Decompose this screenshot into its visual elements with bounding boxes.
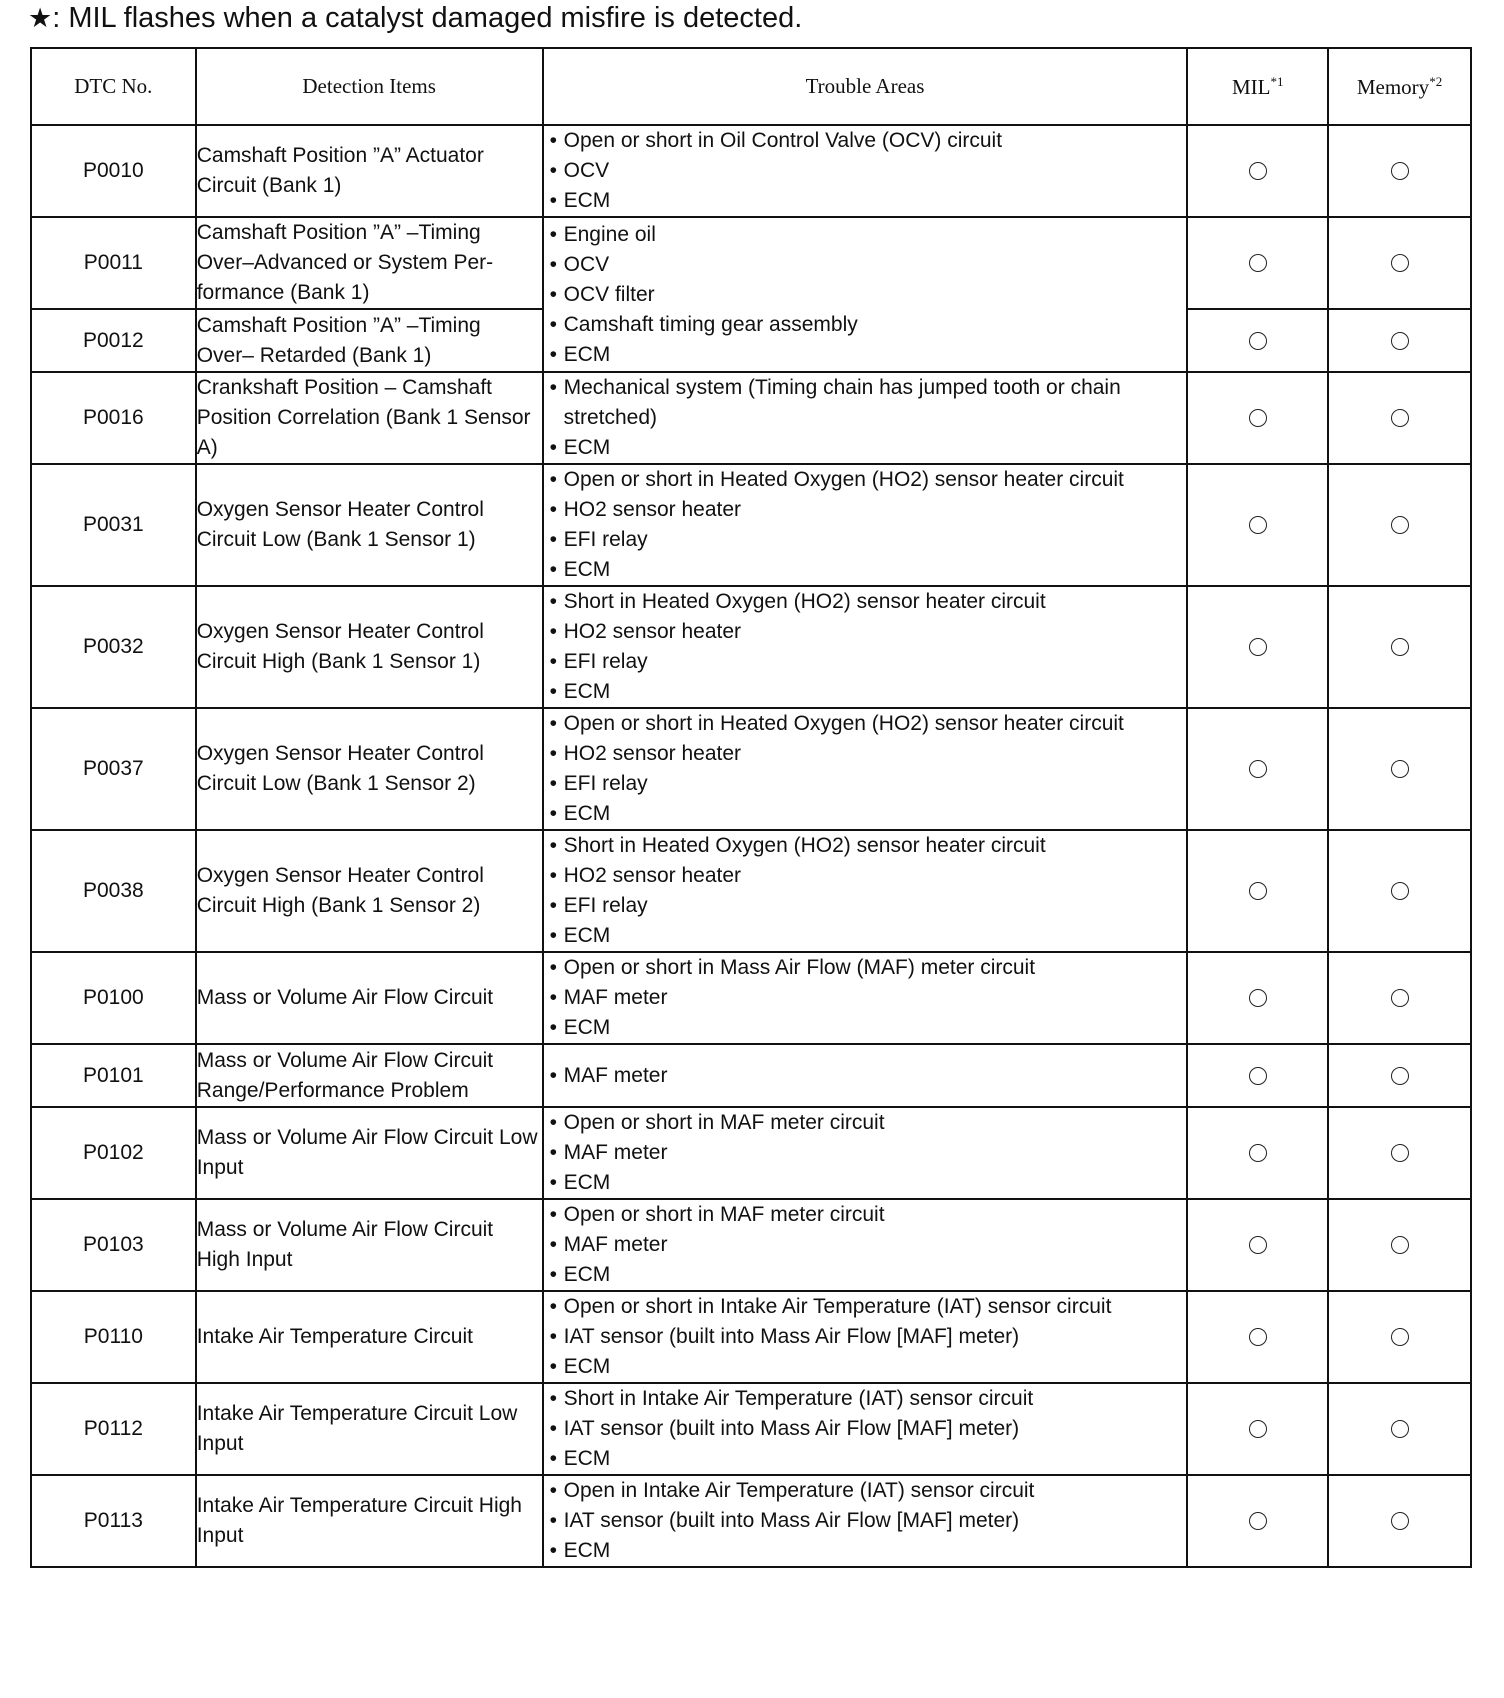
header-mil-footnote: *1 — [1270, 73, 1284, 89]
mil-circle-icon — [1249, 1328, 1267, 1346]
memory-circle-icon — [1391, 1067, 1409, 1085]
header-memory-label: Memory — [1356, 74, 1430, 99]
mil-circle-icon — [1249, 882, 1267, 900]
memory-circle-icon — [1391, 516, 1409, 534]
detection-item: Oxygen Sensor Heater Control Circuit Low (Bank 1 Sensor 1) — [196, 464, 543, 586]
trouble-areas — [543, 125, 1188, 217]
mil-circle-icon — [1249, 162, 1267, 180]
trouble-area-item: • MAF meter — [544, 1138, 1187, 1168]
trouble-area-item: • MAF meter — [544, 1061, 1187, 1091]
table-row — [31, 1107, 1471, 1199]
mil-circle-icon — [1249, 1420, 1267, 1438]
detection-item: Camshaft Position ”A” –Timing Over–Advanced or System Per- formance (Bank 1) — [196, 217, 543, 309]
trouble-area-item: • ECM — [544, 1260, 1187, 1290]
trouble-areas — [543, 952, 1188, 1044]
trouble-area-list — [544, 220, 1187, 370]
header-mil — [1187, 48, 1328, 125]
misfire-note-text: : MIL flashes when a catalyst damaged misfire is detected. — [52, 2, 803, 34]
mil-circle-icon — [1249, 760, 1267, 778]
table-row — [31, 125, 1471, 217]
detection-item: Oxygen Sensor Heater Control Circuit High (Bank 1 Sensor 2) — [196, 830, 543, 952]
detection-item: Intake Air Temperature Circuit — [196, 1291, 543, 1383]
star-icon: ★ — [28, 3, 53, 34]
memory-circle-icon — [1391, 638, 1409, 656]
memory-cell — [1328, 1044, 1471, 1107]
trouble-area-item: • ECM — [544, 555, 1187, 585]
detection-item: Camshaft Position ”A” Actuator Circuit (Bank 1) — [196, 125, 543, 217]
trouble-area-item: • ECM — [544, 921, 1187, 951]
dtc-table-body — [31, 125, 1471, 1567]
dtc-code: P0112 — [31, 1383, 196, 1475]
memory-circle-icon — [1391, 989, 1409, 1007]
memory-cell — [1328, 1107, 1471, 1199]
trouble-area-item: • ECM — [544, 799, 1187, 829]
header-dtc-no: DTC No. — [31, 48, 196, 125]
trouble-area-item: • HO2 sensor heater — [544, 617, 1187, 647]
trouble-area-item: • ECM — [544, 340, 1187, 370]
header-detection-items: Detection Items — [196, 48, 543, 125]
dtc-table — [30, 47, 1472, 1568]
memory-cell — [1328, 708, 1471, 830]
memory-circle-icon — [1391, 254, 1409, 272]
trouble-area-list — [544, 709, 1187, 829]
memory-cell — [1328, 217, 1471, 309]
mil-cell — [1187, 1291, 1328, 1383]
trouble-area-item: • ECM — [544, 1168, 1187, 1198]
trouble-areas — [543, 217, 1188, 372]
table-row — [31, 952, 1471, 1044]
misfire-note — [28, 0, 802, 36]
trouble-area-item: • EFI relay — [544, 891, 1187, 921]
mil-circle-icon — [1249, 1067, 1267, 1085]
table-row — [31, 586, 1471, 708]
memory-circle-icon — [1391, 882, 1409, 900]
mil-cell — [1187, 1044, 1328, 1107]
trouble-areas — [543, 1044, 1188, 1107]
table-row — [31, 708, 1471, 830]
mil-cell — [1187, 309, 1328, 372]
trouble-area-list — [544, 465, 1187, 585]
trouble-area-item: • OCV — [544, 250, 1187, 280]
memory-cell — [1328, 952, 1471, 1044]
trouble-area-list — [544, 1384, 1187, 1474]
trouble-area-item: • IAT sensor (built into Mass Air Flow [MAF] meter) — [544, 1414, 1187, 1444]
trouble-area-item: • MAF meter — [544, 1230, 1187, 1260]
trouble-area-item: • OCV — [544, 156, 1187, 186]
memory-cell — [1328, 372, 1471, 464]
detection-item: Crankshaft Position – Camshaft Position Correlation (Bank 1 Sensor A) — [196, 372, 543, 464]
trouble-areas — [543, 586, 1188, 708]
memory-cell — [1328, 309, 1471, 372]
memory-cell — [1328, 586, 1471, 708]
dtc-code: P0102 — [31, 1107, 196, 1199]
trouble-area-list — [544, 1200, 1187, 1290]
header-memory-footnote: *2 — [1429, 73, 1443, 89]
trouble-area-list — [544, 373, 1187, 463]
memory-cell — [1328, 830, 1471, 952]
table-row — [31, 464, 1471, 586]
trouble-areas — [543, 1475, 1188, 1567]
dtc-code: P0037 — [31, 708, 196, 830]
trouble-area-item: • Open in Intake Air Temperature (IAT) sensor circuit — [544, 1476, 1187, 1506]
trouble-area-item: • Short in Heated Oxygen (HO2) sensor heater circuit — [544, 587, 1187, 617]
mil-cell — [1187, 217, 1328, 309]
trouble-area-item: • Open or short in MAF meter circuit — [544, 1200, 1187, 1230]
trouble-area-item: • ECM — [544, 1536, 1187, 1566]
dtc-code: P0011 — [31, 217, 196, 309]
memory-circle-icon — [1391, 1512, 1409, 1530]
detection-item: Oxygen Sensor Heater Control Circuit High (Bank 1 Sensor 1) — [196, 586, 543, 708]
dtc-code: P0101 — [31, 1044, 196, 1107]
mil-circle-icon — [1249, 1144, 1267, 1162]
table-row — [31, 372, 1471, 464]
trouble-areas — [543, 830, 1188, 952]
mil-cell — [1187, 708, 1328, 830]
detection-item: Intake Air Temperature Circuit High Input — [196, 1475, 543, 1567]
mil-circle-icon — [1249, 409, 1267, 427]
dtc-code: P0031 — [31, 464, 196, 586]
mil-cell — [1187, 372, 1328, 464]
dtc-code: P0012 — [31, 309, 196, 372]
mil-circle-icon — [1249, 516, 1267, 534]
detection-item: Mass or Volume Air Flow Circuit High Input — [196, 1199, 543, 1291]
table-row — [31, 1383, 1471, 1475]
mil-circle-icon — [1249, 1236, 1267, 1254]
trouble-area-item: • ECM — [544, 186, 1187, 216]
memory-circle-icon — [1391, 1144, 1409, 1162]
memory-circle-icon — [1391, 409, 1409, 427]
mil-cell — [1187, 1107, 1328, 1199]
mil-cell — [1187, 464, 1328, 586]
detection-item: Mass or Volume Air Flow Circuit Range/Performance Problem — [196, 1044, 543, 1107]
header-memory — [1328, 48, 1471, 125]
mil-cell — [1187, 1383, 1328, 1475]
trouble-areas — [543, 464, 1188, 586]
trouble-areas — [543, 1291, 1188, 1383]
trouble-areas — [543, 372, 1188, 464]
trouble-areas — [543, 708, 1188, 830]
trouble-area-item: • EFI relay — [544, 647, 1187, 677]
trouble-area-item: • Short in Heated Oxygen (HO2) sensor heater circuit — [544, 831, 1187, 861]
trouble-area-item: • ECM — [544, 677, 1187, 707]
trouble-area-list — [544, 1061, 1187, 1091]
memory-circle-icon — [1391, 1420, 1409, 1438]
memory-cell — [1328, 464, 1471, 586]
trouble-area-item: • Mechanical system (Timing chain has jumped tooth or chain stretched) — [544, 373, 1187, 433]
mil-circle-icon — [1249, 1512, 1267, 1530]
memory-circle-icon — [1391, 332, 1409, 350]
memory-cell — [1328, 1199, 1471, 1291]
memory-circle-icon — [1391, 1328, 1409, 1346]
trouble-area-list — [544, 587, 1187, 707]
dtc-code: P0032 — [31, 586, 196, 708]
trouble-area-item: • Open or short in Intake Air Temperature (IAT) sensor circuit — [544, 1292, 1187, 1322]
mil-cell — [1187, 952, 1328, 1044]
trouble-area-item: • EFI relay — [544, 525, 1187, 555]
trouble-area-item: • ECM — [544, 1013, 1187, 1043]
dtc-code: P0113 — [31, 1475, 196, 1567]
mil-cell — [1187, 1199, 1328, 1291]
memory-circle-icon — [1391, 162, 1409, 180]
table-row — [31, 1044, 1471, 1107]
detection-item: Mass or Volume Air Flow Circuit — [196, 952, 543, 1044]
mil-cell — [1187, 1475, 1328, 1567]
trouble-area-list — [544, 1108, 1187, 1198]
dtc-code: P0038 — [31, 830, 196, 952]
trouble-area-item: • IAT sensor (built into Mass Air Flow [MAF] meter) — [544, 1322, 1187, 1352]
trouble-area-item: • Open or short in Heated Oxygen (HO2) sensor heater circuit — [544, 465, 1187, 495]
mil-cell — [1187, 125, 1328, 217]
dtc-code: P0100 — [31, 952, 196, 1044]
trouble-area-item: • Open or short in Mass Air Flow (MAF) meter circuit — [544, 953, 1187, 983]
trouble-area-list — [544, 126, 1187, 216]
dtc-code: P0016 — [31, 372, 196, 464]
trouble-area-item: • HO2 sensor heater — [544, 739, 1187, 769]
trouble-area-item: • Short in Intake Air Temperature (IAT) sensor circuit — [544, 1384, 1187, 1414]
trouble-area-item: • IAT sensor (built into Mass Air Flow [MAF] meter) — [544, 1506, 1187, 1536]
header-mil-label: MIL — [1231, 74, 1271, 99]
table-header-row — [31, 48, 1471, 125]
memory-cell — [1328, 1475, 1471, 1567]
trouble-area-item: • HO2 sensor heater — [544, 861, 1187, 891]
trouble-area-item: • ECM — [544, 1352, 1187, 1382]
mil-circle-icon — [1249, 638, 1267, 656]
table-row — [31, 1291, 1471, 1383]
trouble-area-item: • Engine oil — [544, 220, 1187, 250]
trouble-area-list — [544, 831, 1187, 951]
trouble-area-item: • Open or short in MAF meter circuit — [544, 1108, 1187, 1138]
dtc-code: P0110 — [31, 1291, 196, 1383]
table-row — [31, 1199, 1471, 1291]
detection-item: Mass or Volume Air Flow Circuit Low Input — [196, 1107, 543, 1199]
memory-circle-icon — [1391, 760, 1409, 778]
trouble-areas — [543, 1383, 1188, 1475]
memory-cell — [1328, 1383, 1471, 1475]
trouble-area-item: • Open or short in Oil Control Valve (OCV) circuit — [544, 126, 1187, 156]
memory-cell — [1328, 125, 1471, 217]
mil-circle-icon — [1249, 254, 1267, 272]
table-row — [31, 830, 1471, 952]
trouble-area-item: • ECM — [544, 1444, 1187, 1474]
memory-circle-icon — [1391, 1236, 1409, 1254]
detection-item: Camshaft Position ”A” –Timing Over– Retarded (Bank 1) — [196, 309, 543, 372]
dtc-code: P0103 — [31, 1199, 196, 1291]
trouble-areas — [543, 1199, 1188, 1291]
header-trouble-areas: Trouble Areas — [543, 48, 1188, 125]
trouble-area-item: • ECM — [544, 433, 1187, 463]
memory-cell — [1328, 1291, 1471, 1383]
mil-circle-icon — [1249, 332, 1267, 350]
detection-item: Oxygen Sensor Heater Control Circuit Low (Bank 1 Sensor 2) — [196, 708, 543, 830]
trouble-area-list — [544, 953, 1187, 1043]
dtc-code: P0010 — [31, 125, 196, 217]
trouble-areas — [543, 1107, 1188, 1199]
trouble-area-item: • Open or short in Heated Oxygen (HO2) sensor heater circuit — [544, 709, 1187, 739]
detection-item: Intake Air Temperature Circuit Low Input — [196, 1383, 543, 1475]
trouble-area-list — [544, 1292, 1187, 1382]
trouble-area-item: • Camshaft timing gear assembly — [544, 310, 1187, 340]
trouble-area-item: • OCV filter — [544, 280, 1187, 310]
trouble-area-item: • EFI relay — [544, 769, 1187, 799]
trouble-area-item: • HO2 sensor heater — [544, 495, 1187, 525]
mil-cell — [1187, 830, 1328, 952]
table-row — [31, 1475, 1471, 1567]
trouble-area-list — [544, 1476, 1187, 1566]
mil-cell — [1187, 586, 1328, 708]
mil-circle-icon — [1249, 989, 1267, 1007]
trouble-area-item: • MAF meter — [544, 983, 1187, 1013]
table-row — [31, 217, 1471, 309]
